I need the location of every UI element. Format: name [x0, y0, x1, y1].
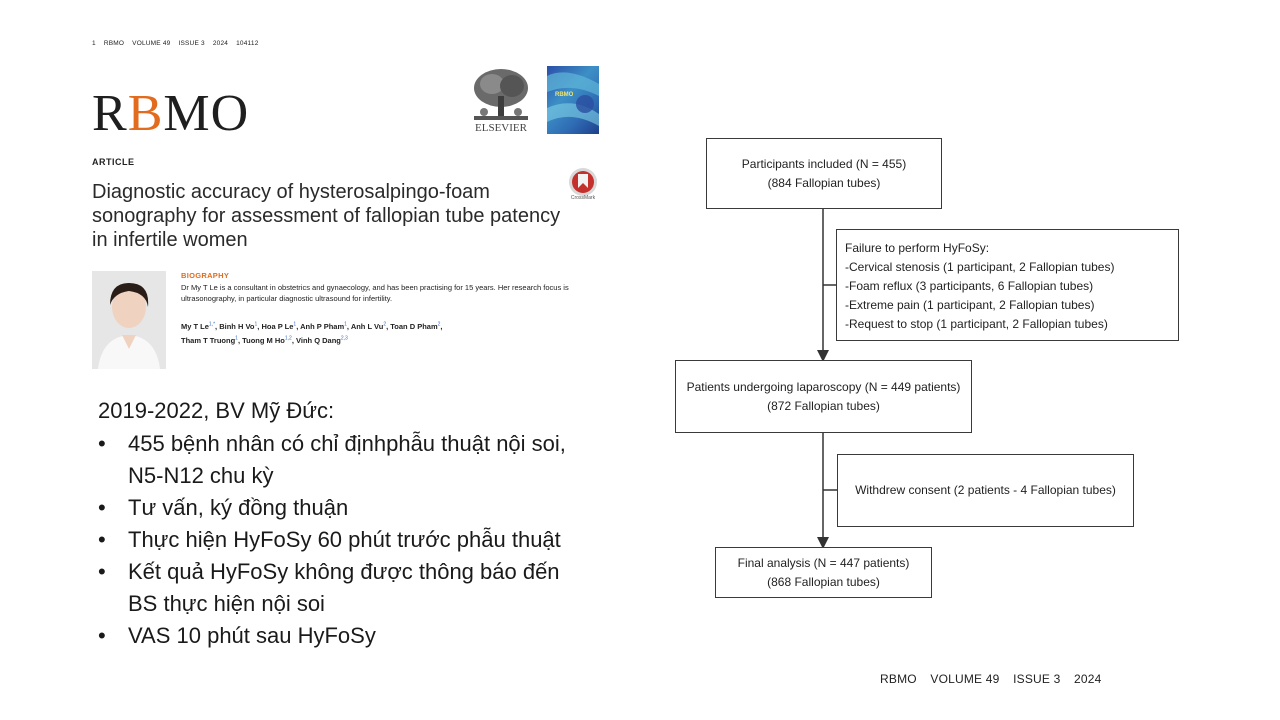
summary-bullet: • Kết quả HyFoSy không được thông báo đến BS thực hiện nội soi — [98, 556, 588, 620]
cover-label: RBMO — [555, 92, 574, 98]
header-article-id: 104112 — [236, 40, 259, 47]
summary-bullet: • Tư vấn, ký đồng thuận — [98, 492, 588, 524]
study-heading: 2019-2022, BV Mỹ Đức: — [98, 398, 335, 423]
header-volume: VOLUME 49 — [132, 40, 171, 47]
author: Anh L Vu$^2$, — [350, 321, 391, 331]
publisher-name: ELSEVIER — [475, 122, 527, 134]
author: Tuong M Ho$^{1,2}$, — [242, 335, 297, 345]
article-type-label: ARTICLE — [92, 157, 135, 167]
author: Vinh Q Dang$^{2,3}$ — [296, 335, 348, 345]
summary-bullet: • 455 bệnh nhân có chỉ địnhphẫu thuật nội soi, N5-N12 chu kỳ — [98, 428, 588, 492]
flow-box-failure: Failure to perform HyFoSy: -Cervical stenosis (1 participant, 2 Fallopian tubes) -Foam reflux (3 participants, 6 Fallopian tubes) -Extreme pain (1 participant, 2 Fallopian tubes) -Request to stop (1 participant, 2 Fallopian tubes) — [836, 229, 1179, 341]
author: Anh P Pham$^1$, — [300, 321, 351, 331]
page-number: 1 — [92, 40, 96, 47]
header-year: 2024 — [212, 40, 229, 47]
flow-box-final: Final analysis (N = 447 patients) (868 Fallopian tubes) — [715, 547, 932, 598]
footer-volume: VOLUME 49 — [930, 672, 1000, 686]
header-journal: RBMO — [103, 40, 125, 47]
article-title: Diagnostic accuracy of hysterosalpingo-foam sonography for assessment of fallopian tube patency in infertile women — [92, 181, 561, 251]
author: Hoa P Le$^1$, — [261, 321, 301, 331]
flow-box-withdrew: Withdrew consent (2 patients - 4 Fallopian tubes) — [837, 454, 1134, 527]
flow-box-included: Participants included (N = 455) (884 Fallopian tubes) — [706, 138, 942, 209]
biography-text: Dr My T Le is a consultant in obstetrics and gynaecology, and has been practising for 15 years. Her research focus is ultrasonography, in particular diagnostic ultrasound for infertility. — [181, 283, 569, 303]
author: Tham T Truong$^1$, — [181, 335, 243, 345]
summary-bullet: • VAS 10 phút sau HyFoSy — [98, 620, 588, 652]
author: My T $Le^{1,*}$, — [181, 321, 220, 331]
footer-journal: RBMO — [880, 672, 917, 686]
footer-issue: ISSUE 3 — [1013, 672, 1061, 686]
crossmark-label: CrossMark — [570, 195, 596, 201]
journal-footer — [880, 672, 1112, 686]
biography-label: BIOGRAPHY — [181, 271, 230, 280]
header-issue: ISSUE 3 — [178, 40, 205, 47]
summary-bullet: • Thực hiện HyFoSy 60 phút trước phẫu thuật — [98, 524, 588, 556]
flow-box-laparoscopy: Patients undergoing laparoscopy (N = 449 patients) (872 Fallopian tubes) — [675, 360, 972, 433]
footer-year: 2024 — [1074, 672, 1102, 686]
author: Toan D Pham$^2$, — [390, 321, 443, 331]
author: Binh H Vo$^1$, — [219, 321, 262, 331]
rbmo-logo: RBMO — [92, 85, 250, 142]
